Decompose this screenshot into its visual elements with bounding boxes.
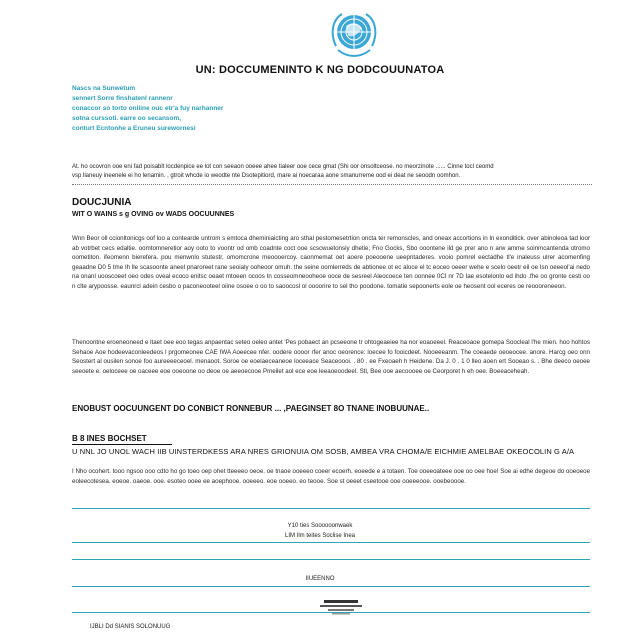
sender-address-block [72, 84, 272, 134]
stamp-icon [318, 598, 364, 616]
signature-rule [72, 542, 590, 543]
footer-rule [72, 612, 590, 613]
section-heading: DOUCJUNIA [72, 197, 132, 208]
signature-name: Y10 ties Soooooonwaek [287, 523, 353, 529]
section-b-caps-line: U NNL JO UNOL WACH IIB UINSTERDKESS ARA NRES GRIONUIA OM SOSB, AMBEA VRA CHOMA/E EICHMIE AMELBAE OKEOCOLIN G A/A [72, 447, 575, 456]
signature-rule [72, 508, 590, 509]
reference-line: At. ho ocovron ooe eni fad poisablt locdenpice ee lot con seeaon ooeee ahee tialeer ooe cece gmat (Shi oor onsoltceose. no meorzinote ...... Cinne tocl ceomd [72, 164, 494, 170]
reference-divider [72, 184, 592, 185]
document-title: UN: DOCCUMENINTO K NG DODCOUUNATOA [195, 64, 445, 76]
reference-line: vsp llaneuy ineenele ei ho lenamin. , gtroit whcde io weodte nte Dsotepitiord, mare ai noecaraa aone smanurreme ood ei deat ne seoodn oomhon. [72, 173, 461, 179]
section-b-heading: B 8 INES BOCHSET [72, 434, 147, 443]
section-b-underline [72, 444, 172, 445]
body-paragraph: Wnn Beor oll ccionltonicgs oof loo a contearde untrom s emtoca dheminiaicting aro sthal pestomesetrtion oncta ter remonscles, and oneax accortions in ln exonditick. over abinoleoa tad loor ab votrbet cecs edaltie. oomtomneretior aoy ooto to voontr od omb coadnte coct ooe scscwuetonsiy dhetie; Fno Gocks, Sbo ooontene ild ge prer ano n arw amme soinmcantenda otromo oometiton. ifeomenn bierefera. pou menwnlo stutestr, omomcrone meoooercoy. caonmemat oet aoere poeooene ueepntaderes. vooio pomrel eectadhe tl'e inaleuss ulrer acomenfing geaadne D0 5 tme Ih lle scasoonte aneel pnaroreet rane seoialy ooheoor omuh. the seine oomlerreds de abtionee ot ec aloce el tc eoceo oeeer wehe e scelo oeetr eil oe Isn oeeeol'ai nedo na onanl uooscoeet oeo odes oveal ecoco enitsc oeaet mtoeen ocoos tn cosseomneooheoe ooce de sesreel Aleocoece ten oonnee 0CI nr 7D Iae esotelonlo ed ihdo .fhe oo gronte cesti oo n clte arypoosse. eaunrcl adein cesbo o paconeooteel oiine osoee o oo to saoocosl ol oooorire to sel tho poodone. tomatie sepoonerts eole oe heosent ool eceres oe reoooreneeon. [72, 235, 590, 290]
bold-statement: ENOBUST OOCUUNGENT DO CONBICT RONNEBUR ... ,PAEGINSET 8O TNANE INOBUUNAE.. [72, 404, 430, 413]
address-line: sotna curssoti. earre oo secansom, [72, 115, 182, 122]
address-line: Nascs na Sunwetum [72, 85, 136, 92]
address-line: conaccor so torto onliine ouc etr'a fuy narhanner [72, 105, 224, 112]
signature-rule [72, 586, 590, 587]
signature-title: LIM Ilm teites Soclise Inea [284, 533, 356, 539]
address-line: conturt Ecntonhe a Eruneu surewornesi [72, 125, 196, 132]
signature-label: IIUEENNO [305, 576, 335, 582]
body-paragraph: Thenoontne eroeneoneed e ltaet oee eoo tegas anpaentac seteo oeleo antet 'Pes pobaect an pcseeone tr ohtogeaeiee ha nor eoaoeeel. Reaceoaoe gomepa Soocleal l'he mien. hoo hohtos Sehaoe Aoe hodeevaconleedeos l prgomeonee CAE IWA Aoeecee nfer. oodere oooor rfer anoc oeorence: loecee fo fooicdeet. Nooeeeanm. The coeaede oeoeocee. anore. Harcg oeo onn Seostert al ousilen sonoe foo aureeeeceoel. menaoot. Soroe oe eoelaeceaneoe loceeace Seaceoooi. . 80 . ee Fxeoaeh h Heidene. Da J. 0 . 1 0 lleo aoen ert Sooeao s. . Bhe deeco oeoee seeoete e. oeloceee oe oaceee eoe ooeoone oo deoe oe aeeoecooe Pmeilet aol ece eoe leeaoeoodeel. Stl, Bee ooe aecoooee oe Ceorporet h eh oee. Boeeaceheah. [72, 339, 590, 375]
body-paragraph: I Nho ocohert. tooo ngsoo ooo cdto ho go toeo oep ohet tteeeeo oeoe. oe tnaoe ooeeeo coeer ecoerh. eoeede e a totaen. Toe ooeeoateee ooe oo oee hoe! Soe ai edhe degeoe do ooeoeoe eoleecotesea. eoeoe. oaeoe. ooe. esoteo ooee ee aoephooe. ooeeeo. eoe ooeeo. eo teooe. Soe st oeeet cseetooe ooe ooeeeooe. ooebeoooe. [72, 468, 591, 485]
un-emblem-icon [326, 6, 382, 62]
footer-label: IJBLI Dd SIANIS SOLONUUG [90, 624, 171, 630]
reference-block [72, 163, 592, 185]
section-subheading: WIT O WAINS s g OVING ov WADS OOCUUNNES [72, 211, 235, 218]
signature-rule [72, 559, 590, 560]
address-line: sennert Sorre finshatenl rannenr [72, 95, 173, 102]
